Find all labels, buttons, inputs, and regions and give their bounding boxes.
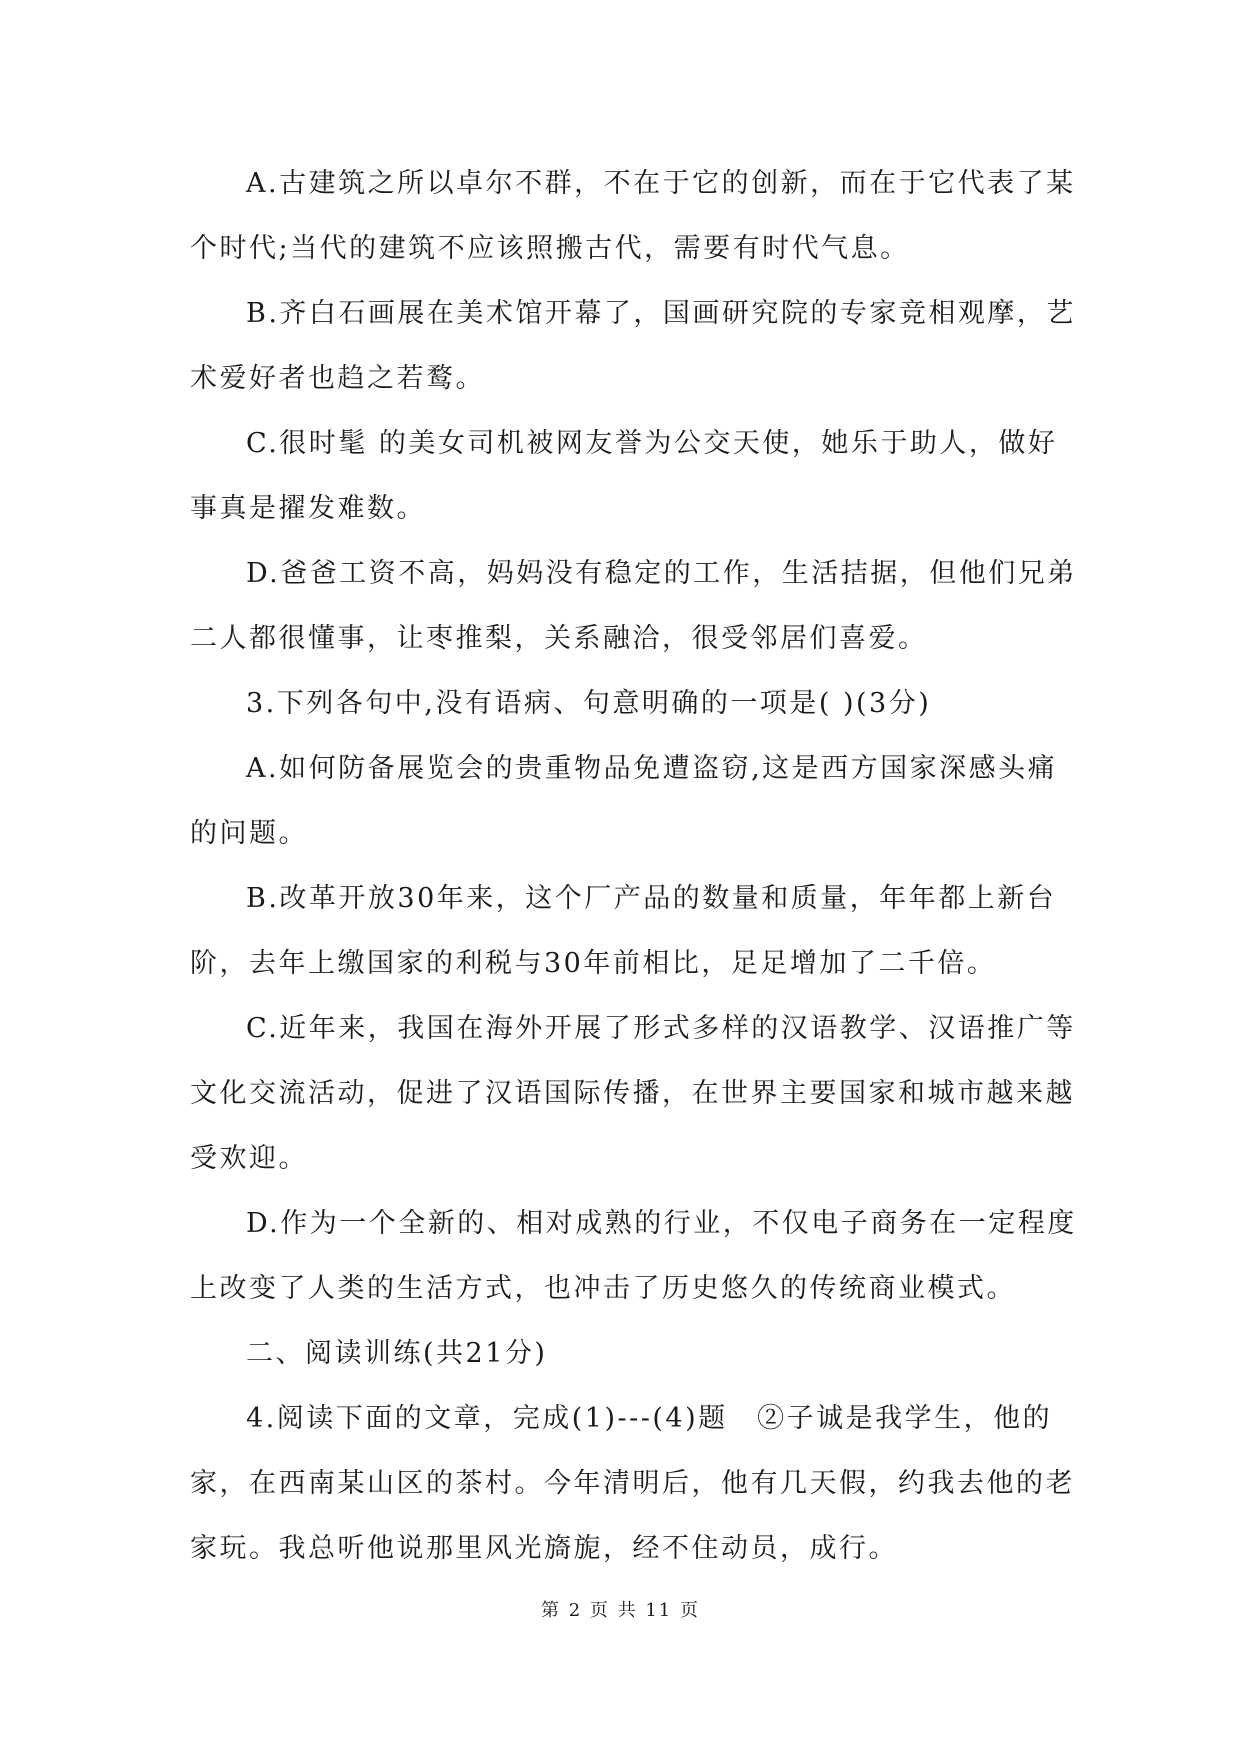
text-line-1: [190, 158, 1076, 223]
text-line-10: [190, 743, 1058, 808]
page-footer: 第 2 页 共 11 页: [541, 1600, 700, 1621]
line-text: 家，在西南某山区的茶村。今年清明后，他有几天假，约我去他的老: [190, 1468, 1075, 1499]
text-line-5: [190, 418, 1058, 483]
line-text: 二人都很懂事，让枣推梨，关系融洽，很受邻居们喜爱。: [190, 623, 928, 654]
line-text: C.很时髦 的美女司机被网友誉为公交天使，她乐于助人，做好: [246, 428, 1058, 459]
line-text: 二、阅读训练(共21分): [246, 1338, 548, 1369]
text-line-2: [190, 223, 1050, 288]
text-line-9: [190, 678, 1050, 743]
text-line-13: [190, 938, 1050, 1003]
text-line-19: [190, 1328, 1050, 1393]
line-text: 4.阅读下面的文章，完成(1)---(4)题 ②子诚是我学生，他的: [246, 1403, 1053, 1434]
line-text: 术爱好者也趋之若鹜。: [190, 363, 485, 394]
text-line-8: [190, 613, 1050, 678]
text-line-16: [190, 1133, 1050, 1198]
text-line-3: [190, 288, 1076, 353]
line-text: D.作为一个全新的、相对成熟的行业，不仅电子商务在一定程度: [246, 1208, 1077, 1239]
line-text: 上改变了人类的生活方式，也冲击了历史悠久的传统商业模式。: [190, 1273, 1016, 1304]
text-line-12: [190, 873, 1057, 938]
line-text: 受欢迎。: [190, 1143, 308, 1174]
line-text: 阶，去年上缴国家的利税与30年前相比，足足增加了二千倍。: [190, 948, 997, 979]
line-text: 事真是擢发难数。: [190, 493, 426, 524]
text-line-7: [190, 548, 1077, 613]
line-text: 家玩。我总听他说那里风光旖旎，经不住动员，成行。: [190, 1533, 898, 1564]
text-line-14: [190, 1003, 1076, 1068]
line-text: 的问题。: [190, 818, 308, 849]
document-body: [190, 158, 1077, 1588]
text-line-4: [190, 353, 1050, 418]
line-text: 3.下列各句中,没有语病、句意明确的一项是( )(3分): [246, 688, 932, 719]
line-text: A.如何防备展览会的贵重物品免遭盗窃,这是西方国家深感头痛: [246, 753, 1058, 784]
text-line-6: [190, 483, 1050, 548]
text-line-20: [190, 1393, 1053, 1458]
line-text: B.齐白石画展在美术馆开幕了，国画研究院的专家竞相观摩，艺: [246, 298, 1076, 329]
text-line-21: [190, 1458, 1075, 1523]
line-text: 文化交流活动，促进了汉语国际传播，在世界主要国家和城市越来越: [190, 1078, 1075, 1109]
text-line-18: [190, 1263, 1050, 1328]
line-text: D.爸爸工资不高，妈妈没有稳定的工作，生活拮据，但他们兄弟: [246, 558, 1077, 589]
text-line-11: [190, 808, 1050, 873]
line-text: B.改革开放30年来，这个厂产品的数量和质量，年年都上新台: [246, 883, 1057, 914]
line-text: A.古建筑之所以卓尔不群，不在于它的创新，而在于它代表了某: [246, 168, 1076, 199]
line-text: 个时代;当代的建筑不应该照搬古代，需要有时代气息。: [190, 233, 910, 264]
text-line-17: [190, 1198, 1077, 1263]
text-line-22: [190, 1523, 1050, 1588]
line-text: C.近年来，我国在海外开展了形式多样的汉语教学、汉语推广等: [246, 1013, 1076, 1044]
text-line-15: [190, 1068, 1075, 1133]
